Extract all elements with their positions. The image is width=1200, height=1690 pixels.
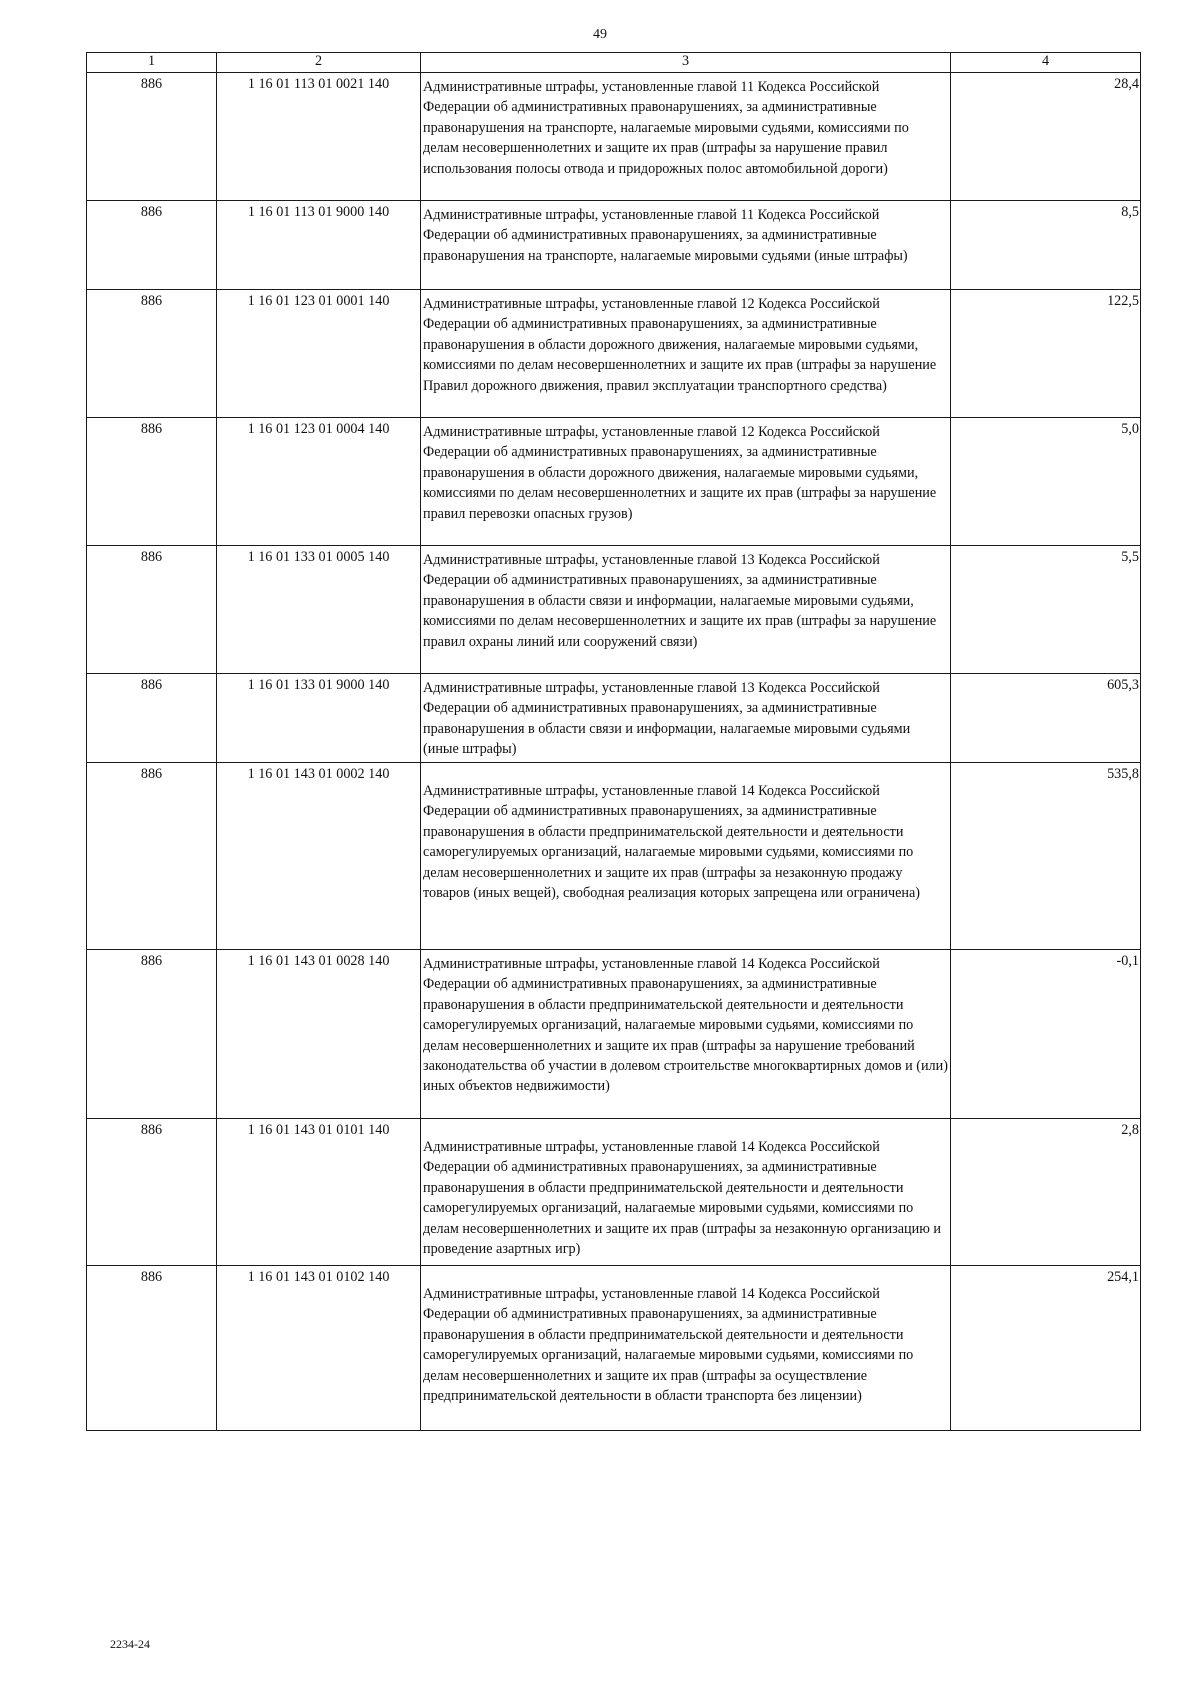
column-header-4: 4 xyxy=(951,53,1141,73)
column-header-1: 1 xyxy=(87,53,217,73)
amount-cell: 605,3 xyxy=(951,674,1141,763)
admin-code-cell: 886 xyxy=(87,674,217,763)
column-header-3: 3 xyxy=(421,53,951,73)
admin-code-cell: 886 xyxy=(87,546,217,674)
amount-cell: 28,4 xyxy=(951,73,1141,201)
amount-cell: 2,8 xyxy=(951,1119,1141,1266)
table-row xyxy=(87,1119,1141,1266)
description-cell: Административные штрафы, установленные главой 13 Кодекса Российской Федерации об административных правонарушениях, за административные правонарушения в области связи и информации, налагаемые мировыми судьями, комиссиями по делам несовершеннолетних и защите их прав (штрафы за нарушение правил охраны линий или сооружений связи) xyxy=(421,546,951,674)
admin-code-cell: 886 xyxy=(87,1266,217,1431)
table-row xyxy=(87,674,1141,763)
admin-code-cell: 886 xyxy=(87,290,217,418)
table-row xyxy=(87,290,1141,418)
table-row xyxy=(87,418,1141,546)
amount-cell: 5,0 xyxy=(951,418,1141,546)
admin-code-cell: 886 xyxy=(87,763,217,950)
column-header-2: 2 xyxy=(217,53,421,73)
amount-cell: 5,5 xyxy=(951,546,1141,674)
admin-code-cell: 886 xyxy=(87,950,217,1119)
description-cell: Административные штрафы, установленные главой 11 Кодекса Российской Федерации об административных правонарушениях, за административные правонарушения на транспорте, налагаемые мировыми судьями, комиссиями по делам несовершеннолетних и защите их прав (штрафы за нарушение правил использования полосы отвода и придорожных полос автомобильной дороги) xyxy=(421,73,951,201)
budget-code-cell: 1 16 01 143 01 0101 140 xyxy=(217,1119,421,1266)
budget-code-cell: 1 16 01 143 01 0028 140 xyxy=(217,950,421,1119)
description-cell: Административные штрафы, установленные главой 14 Кодекса Российской Федерации об административных правонарушениях, за административные правонарушения в области предпринимательской деятельности и деятельности саморегулируемых организаций, налагаемые мировыми судьями, комиссиями по делам несовершеннолетних и защите их прав (штрафы за нарушение требований законодательства об участии в долевом строительстве многоквартирных домов и (или) иных объектов недвижимости) xyxy=(421,950,951,1119)
admin-code-cell: 886 xyxy=(87,73,217,201)
table-row xyxy=(87,1266,1141,1431)
budget-code-cell: 1 16 01 143 01 0002 140 xyxy=(217,763,421,950)
description-cell: Административные штрафы, установленные главой 14 Кодекса Российской Федерации об административных правонарушениях, за административные правонарушения в области предпринимательской деятельности и деятельности саморегулируемых организаций, налагаемые мировыми судьями, комиссиями по делам несовершеннолетних и защите их прав (штрафы за осуществление предпринимательской деятельности в области транспорта без лицензии) xyxy=(421,1266,951,1431)
table-row xyxy=(87,546,1141,674)
fines-table xyxy=(86,52,1141,1431)
admin-code-cell: 886 xyxy=(87,201,217,290)
description-cell: Административные штрафы, установленные главой 14 Кодекса Российской Федерации об административных правонарушениях, за административные правонарушения в области предпринимательской деятельности и деятельности саморегулируемых организаций, налагаемые мировыми судьями, комиссиями по делам несовершеннолетних и защите их прав (штрафы за незаконную продажу товаров (иных вещей), свободная реализация которых запрещена или ограничена) xyxy=(421,763,951,950)
description-cell: Административные штрафы, установленные главой 11 Кодекса Российской Федерации об административных правонарушениях, за административные правонарушения на транспорте, налагаемые мировыми судьями (иные штрафы) xyxy=(421,201,951,290)
admin-code-cell: 886 xyxy=(87,1119,217,1266)
table-row xyxy=(87,763,1141,950)
budget-code-cell: 1 16 01 133 01 9000 140 xyxy=(217,674,421,763)
amount-cell: -0,1 xyxy=(951,950,1141,1119)
amount-cell: 254,1 xyxy=(951,1266,1141,1431)
budget-code-cell: 1 16 01 123 01 0001 140 xyxy=(217,290,421,418)
table-row xyxy=(87,73,1141,201)
amount-cell: 122,5 xyxy=(951,290,1141,418)
page-number: 49 xyxy=(593,27,607,42)
budget-code-cell: 1 16 01 143 01 0102 140 xyxy=(217,1266,421,1431)
header-row xyxy=(87,53,1141,73)
table-row xyxy=(87,950,1141,1119)
budget-code-cell: 1 16 01 123 01 0004 140 xyxy=(217,418,421,546)
amount-cell: 535,8 xyxy=(951,763,1141,950)
admin-code-cell: 886 xyxy=(87,418,217,546)
budget-code-cell: 1 16 01 133 01 0005 140 xyxy=(217,546,421,674)
description-cell: Административные штрафы, установленные главой 12 Кодекса Российской Федерации об административных правонарушениях, за административные правонарушения в области дорожного движения, налагаемые мировыми судьями, комиссиями по делам несовершеннолетних и защите их прав (штрафы за нарушение правил перевозки опасных грузов) xyxy=(421,418,951,546)
budget-code-cell: 1 16 01 113 01 0021 140 xyxy=(217,73,421,201)
table-row xyxy=(87,201,1141,290)
description-cell: Административные штрафы, установленные главой 14 Кодекса Российской Федерации об административных правонарушениях, за административные правонарушения в области предпринимательской деятельности и деятельности саморегулируемых организаций, налагаемые мировыми судьями, комиссиями по делам несовершеннолетних и защите их прав (штрафы за незаконную организацию и проведение азартных игр) xyxy=(421,1119,951,1266)
description-cell: Административные штрафы, установленные главой 13 Кодекса Российской Федерации об административных правонарушениях, за административные правонарушения в области связи и информации, налагаемые мировыми судьями (иные штрафы) xyxy=(421,674,951,763)
amount-cell: 8,5 xyxy=(951,201,1141,290)
budget-code-cell: 1 16 01 113 01 9000 140 xyxy=(217,201,421,290)
footer-document-code: 2234-24 xyxy=(110,1637,150,1651)
description-cell: Административные штрафы, установленные главой 12 Кодекса Российской Федерации об административных правонарушениях, за административные правонарушения в области дорожного движения, налагаемые мировыми судьями, комиссиями по делам несовершеннолетних и защите их прав (штрафы за нарушение Правил дорожного движения, правил эксплуатации транспортного средства) xyxy=(421,290,951,418)
